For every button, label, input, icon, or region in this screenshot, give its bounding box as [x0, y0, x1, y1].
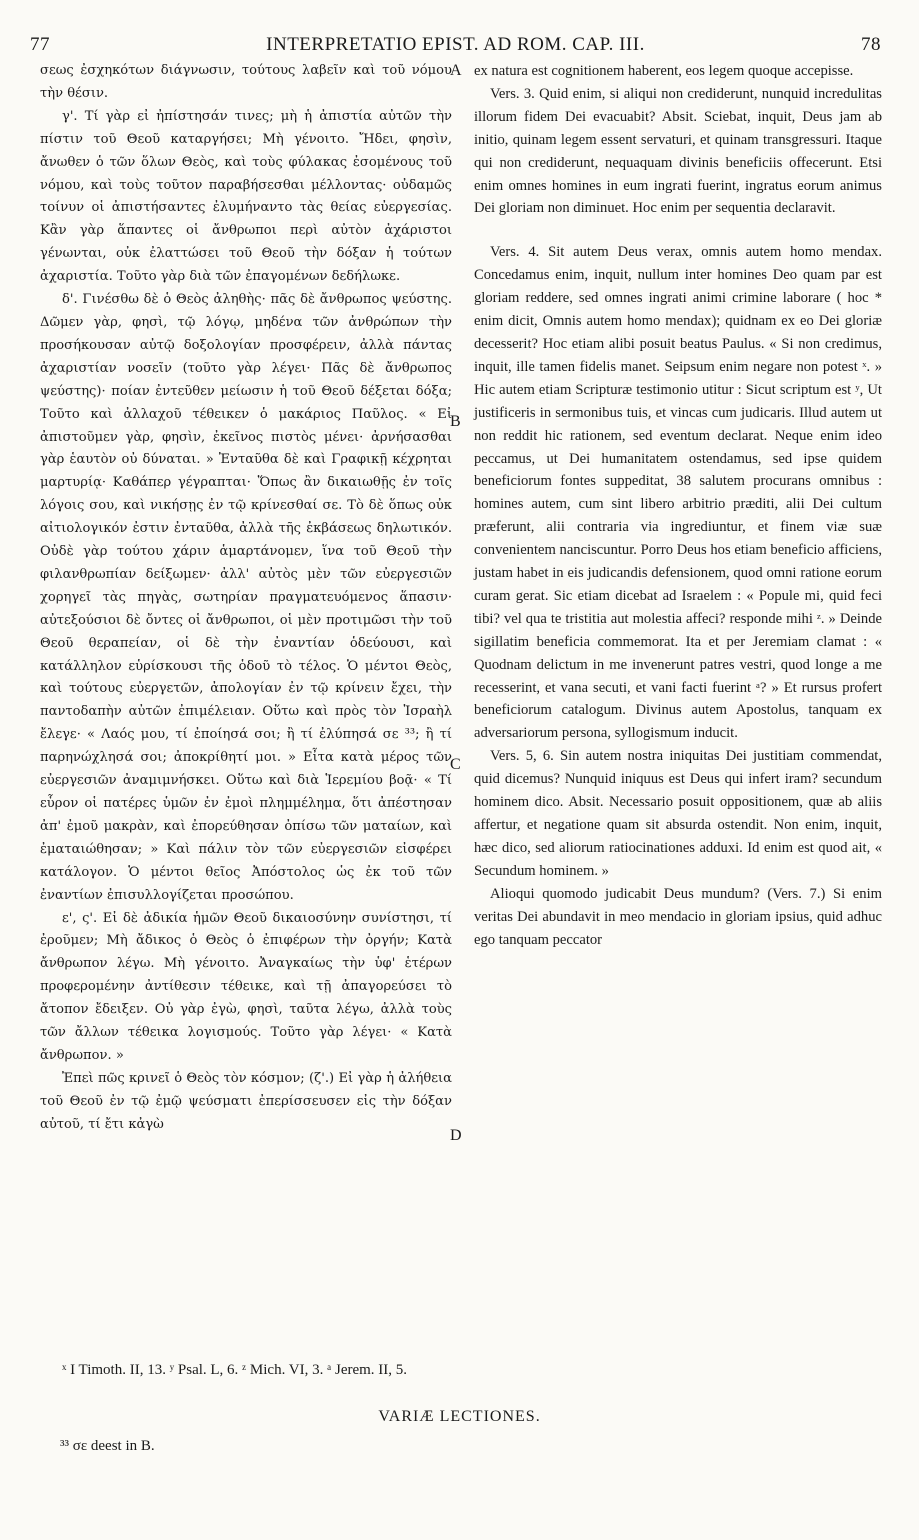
margin-letter-a: A — [450, 62, 462, 79]
latin-paragraph: Alioqui quomodo judicabit Deus mundum? (Vers. 7.) Si enim veritas Dei abundavit in meo mendacio in gloriam ipsius, quid adhuc ego tanquam peccator — [474, 885, 882, 948]
footnotes: ˣ I Timoth. II, 13. ʸ Psal. L, 6. ᶻ Mich. VI, 3. ᵃ Jerem. II, 5. — [62, 1362, 408, 1378]
latin-column — [474, 60, 882, 951]
greek-paragraph: σεως ἐσχηκότων διάγνωσιν, τούτους λαβεῖν καὶ τοῦ νόμου τὴν θέσιν. — [40, 63, 452, 101]
greek-column — [40, 60, 452, 1137]
latin-paragraph: Vers. 4. Sit autem Deus verax, omnis autem homo mendax. Concedamus enim, inquit, nullum inter homines Deo quam par est gloriam reddere, sed omnes ingrati animi crimine laborare ( hoc * enim dicit, Omnis autem homo mendax); quidnam ex eo Dei gloriæ decesserit? Hoc etiam alibi posuit beatus Paulus. « Si non credimus, inquit, ille tamen fidelis manet. Seipsum enim negare non potest ˣ. » Hic autem etiam Scripturæ testimonio utitur : Sicut scriptum est ʸ, Ut justificeris in sermonibus tuis, et vincas cum judicaris. Illud autem ut non reddit hic rationem, sed eventum declarat. Neque enim ideo peccamus, ut Dei humanitatem ostendamus, sed ipse quidem beneficiorum fontes suppeditat, 38 salutem procurans omnibus : homines autem, cum sint libero arbitrio præditi, alii Dei cultum præferunt, alii contraria via ingrediuntur, et finem viæ suæ convenientem nanciscuntur. Porro Deus hos etiam beneficio afficiens, justam habet in eis judicandis defensionem, quod omni ratione eorum curam gerat. Sic etiam dicebat ad Israelem : « Popule mi, quid feci tibi? vel qua te tristitia aut molestia affeci? responde mihi ᶻ. » Deinde sigillatim beneficia commemorat. Ita et per Jeremiam clamat : « Quodnam delictum in me invenerunt patres vestri, quod longe a me recesserint, et vana secuti, et vani facti fuerint ᵃ? » Et rursus profert beneficiorum catalogum. Divinus autem Apostolus, tanquam ex adversariorum persona, syllogismum inducit. — [474, 244, 882, 742]
greek-paragraph: δ'. Γινέσθω δὲ ὁ Θεὸς ἀληθὴς· πᾶς δὲ ἄνθρωπος ψεύστης. Δῶμεν γὰρ, φησὶ, τῷ λόγῳ, μηδένα τῶν ἀνθρώπων τὴν προσήκουσαν αὐτῷ δοξολογίαν προσφέρειν, ἀλλὰ πάντας ἀχαριστίαν νοσεῖν (τοῦτο γὰρ λέγει· Πᾶς δὲ ἄνθρωπος ψεύστης)· ποίαν ἐντεῦθεν μείωσιν ἡ τοῦ Θεοῦ δέξεται δόξα; Τοῦτο καὶ ἀλλαχοῦ τέθεικεν ὁ μακάριος Παῦλος. « Εἰ ἀπιστοῦμεν γὰρ, φησὶν, ἐκεῖνος πιστὸς μένει· ἀρνήσασθαι γὰρ ἑαυτὸν οὐ δύναται. » Ἐνταῦθα δὲ καὶ Γραφικῇ κέχρηται μαρτυρίᾳ· Καθάπερ γέγραπται· Ὅπως ἂν δικαιωθῇς ἐν τοῖς λόγοις σου, καὶ νικήσῃς ἐν τῷ κρίνεσθαί σε. Τὸ δὲ ὅπως οὐκ αἰτιολογικόν ἐστιν ἐνταῦθα, ἀλλὰ τῆς ἐκβάσεως δηλωτικόν. Οὐδὲ γὰρ τούτου χάριν ἁμαρτάνομεν, ἵνα τοῦ Θεοῦ τὴν φιλανθρωπίαν δείξωμεν· ἀλλ' αὐτὸς μὲν τῶν εὐεργεσιῶν χορηγεῖ τὰς πηγὰς, σωτηρίαν πραγματευόμενος ἅπασιν· αὐτεξούσιοι δὲ ὄντες οἱ ἄνθρωποι, οἱ μὲν προτιμῶσι τὴν τοῦ Θεοῦ θεραπείαν, οἱ δὲ τὴν ἐναντίαν ὁδεύουσι, καὶ κατάλληλον εὑρίσκουσι τῆς ὁδοῦ τὸ τέλος. Ὁ μέντοι Θεὸς, καὶ τούτους εὐεργετῶν, ἀπολογίαν ἐν τῷ κρίνειν ἔχει, τὴν παντοδαπὴν αὐτῶν ἐπιμέλειαν. Οὕτω καὶ πρὸς τὸν Ἰσραὴλ ἔλεγε· « Λαός μου, τί ἐποίησά σοι; ἢ τί ἐλύπησά σε ³³; ἢ τί παρηνώχλησά σοι; ἀποκρίθητί μοι. » Εἶτα κατὰ μέρος τῶν εὐεργεσιῶν ἀναμιμνήσκει. Οὕτω καὶ διὰ Ἱερεμίου βοᾷ· « Τί εὗρον οἱ πατέρες ὑμῶν ἐν ἐμοὶ πλημμέλημα, ὅτι ἀπέστησαν ἀπ' ἐμοῦ μακρὰν, καὶ ἐπορεύθησαν ὀπίσω τῶν ματαίων, καὶ ἐματαιώθησαν; » Καὶ πάλιν τὸν τῶν εὐεργεσιῶν εἰσφέρει κατάλογον. Ὁ μέντοι θεῖος Ἀπόστολος ὡς ἐκ τοῦ τῶν ἐναντίων ἐπισυλλογίζεται προσώπου. — [40, 292, 452, 903]
greek-paragraph: Ἐπεὶ πῶς κρινεῖ ὁ Θεὸς τὸν κόσμον; (ζ'.) Εἰ γὰρ ἡ ἀλήθεια τοῦ Θεοῦ ἐν τῷ ἐμῷ ψεύσματι ἐπερίσσευσεν εἰς τὴν δόξαν αὐτοῦ, τί ἔτι κἀγὼ — [40, 1070, 452, 1132]
running-header — [30, 22, 881, 62]
margin-letter-d: D — [450, 1127, 462, 1144]
greek-paragraph: ε', ς'. Εἰ δὲ ἀδικία ἡμῶν Θεοῦ δικαιοσύνην συνίστησι, τί ἐροῦμεν; Μὴ ἄδικος ὁ Θεὸς ὁ ἐπιφέρων τὴν ὀργήν; Κατὰ ἄνθρωπον λέγω. Μὴ γένοιτο. Ἀναγκαίως τὴν ὑφ' ἑτέρων προφερομένην ἀντίθεσιν τέθεικε, καὶ τῇ ἀπαγορεύσει τὸ ἄτοπον ἔδειξεν. Οὐ γὰρ ἐγὼ, φησὶ, ταῦτα λέγω, ἀλλὰ τοὺς τῶν ἄλλων τέθεικα λογισμούς. Τοῦτο γὰρ λέγει· « Κατὰ ἄνθρωπον. » — [40, 910, 452, 1063]
margin-letter-c: C — [450, 756, 461, 773]
latin-paragraph: Vers. 5, 6. Sin autem nostra iniquitas Dei justitiam commendat, quid dicemus? Nunquid iniquus est Deus qui infert iram? secundum hominem dico. Absit. Necessario posuit oppositionem, quæ ab aliis affertur, et negatione quam sit absurda ostendit. Non enim, inquit, hæc dico, sed aliorum ratiocinationes adduxi. Id enim est quod ait, « Secundum hominem. » — [474, 748, 882, 879]
variant-note: ³³ σε deest in B. — [60, 1438, 155, 1454]
greek-paragraph: γ'. Τί γὰρ εἰ ἠπίστησάν τινες; μὴ ἡ ἀπιστία αὐτῶν τὴν πίστιν τοῦ Θεοῦ καταργήσει; Μὴ γένοιτο. Ἤδει, φησὶν, ἄνωθεν ὁ τῶν ὅλων Θεὸς, καὶ τοὺς φύλακας ἐσομένους τοῦ νόμου, καὶ τοὺς τοῦτον παραβήσεσθαι μέλλοντας· οὐδαμῶς τοίνυν οἱ ἀπιστήσαντες ἐλυμήναντο τὰς θείας εὐεργεσίας. Κἂν γὰρ ἅπαντες οἱ ἄνθρωποι περὶ αὐτὸν ἀχάριστοι γένωνται, οὐκ ἐλαττώσει τοῦ Θεοῦ τὴν δόξαν ἡ τούτων ἀχαριστία. Τοῦτο γὰρ διὰ τῶν ἐπαγομένων δεδήλωκε. — [40, 108, 452, 285]
latin-paragraph: ex natura est cognitionem haberent, eos legem quoque accepisse. — [474, 63, 854, 79]
page-number-left: 77 — [30, 34, 50, 55]
variae-lectiones-heading: VARIÆ LECTIONES. — [378, 1408, 541, 1425]
running-title: INTERPRETATIO EPIST. AD ROM. CAP. III. — [266, 34, 645, 55]
latin-paragraph: Vers. 3. Quid enim, si aliqui non crediderunt, nunquid incredulitas illorum fidem Dei evacuabit? Absit. Sciebat, inquit, Deus jam ab initio, quinam legem essent servaturi, et quinam transgressuri. Itaque qui non crediderunt, nequaquam divinis beneficiis offecerunt. Etsi enim omnes homines in eum ingrati fuerint, ingratus eorum animus Dei gloriam non diminuet. Hoc enim per sequentia declaravit. — [474, 85, 882, 217]
page-number-right: 78 — [861, 34, 881, 55]
margin-letter-b: B — [450, 413, 461, 430]
